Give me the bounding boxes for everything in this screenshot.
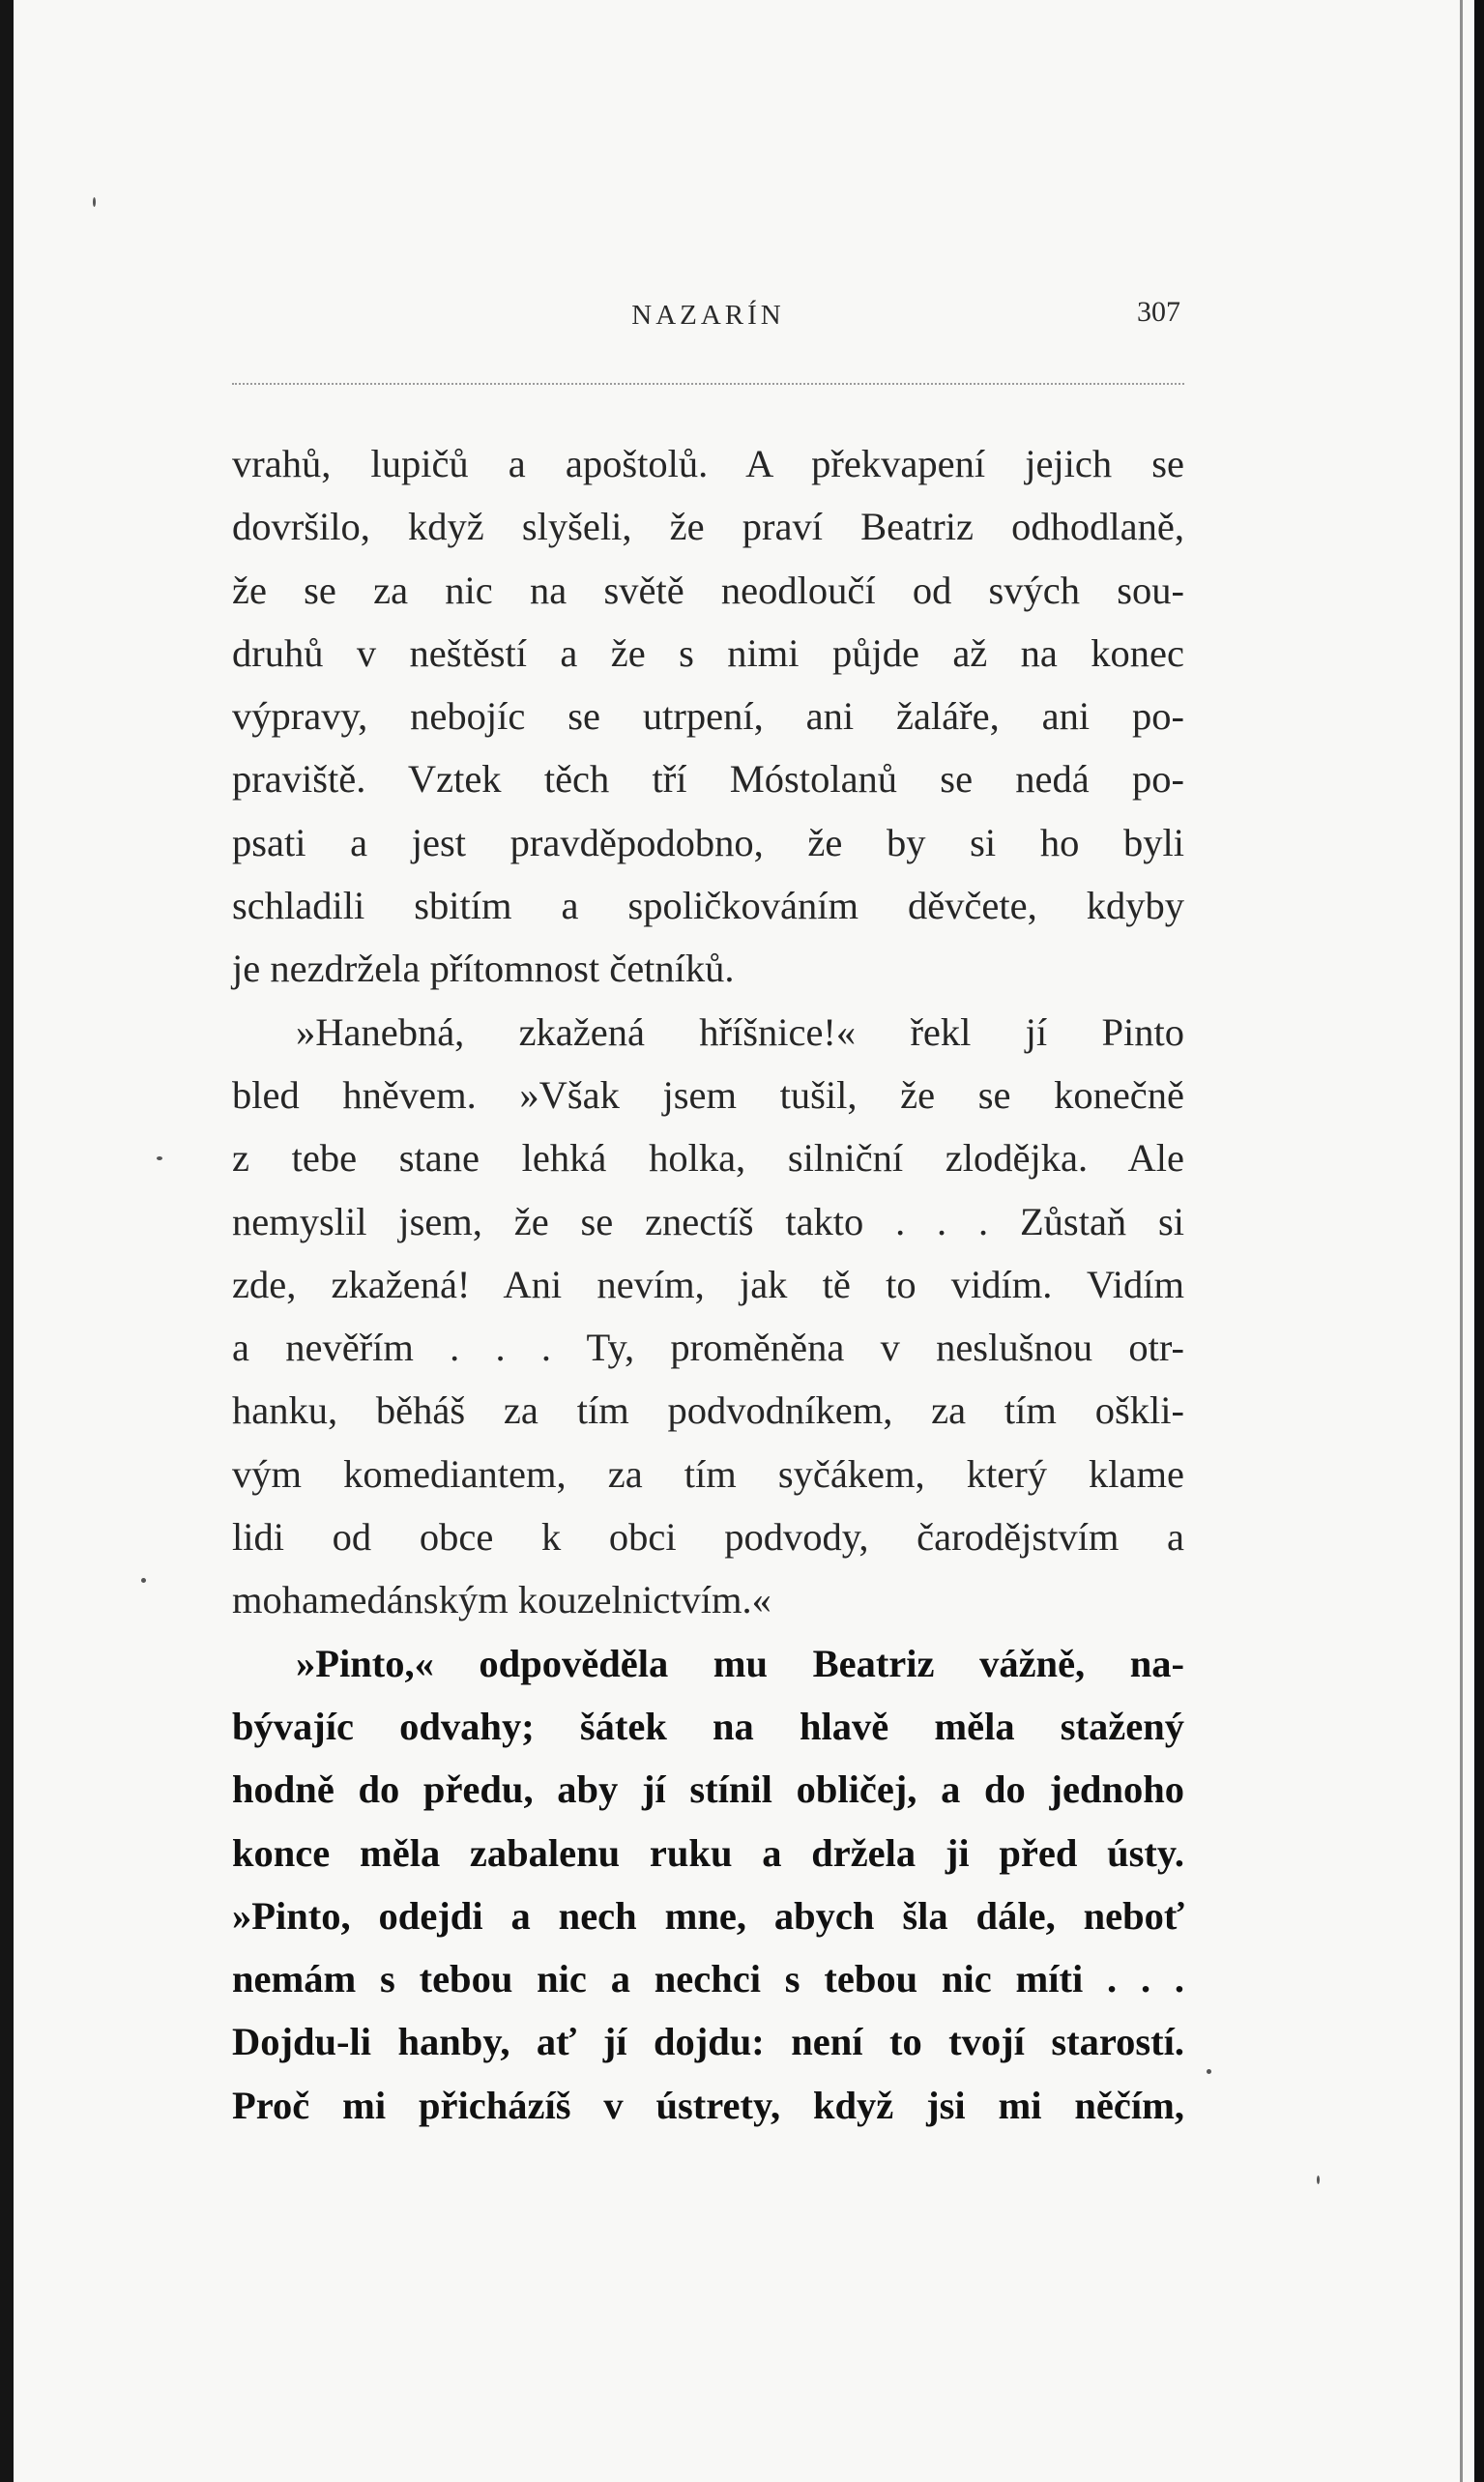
text-line: »Hanebná, zkažená hříšnice!« řekl jí Pinto <box>296 1009 1184 1054</box>
text-line: výpravy, nebojíc se utrpení, ani žaláře, ani po- <box>232 694 1184 739</box>
body-text <box>232 432 1184 2137</box>
scan-speck <box>1317 2175 1320 2184</box>
text-line: z tebe stane lehká holka, silniční zlodějka. Ale <box>232 1136 1184 1181</box>
text-line: mohamedánským kouzelnictvím.« <box>232 1578 771 1622</box>
text-line: vrahů, lupičů a apoštolů. A překvapení jejich se <box>232 442 1184 485</box>
scan-speck <box>141 1578 146 1583</box>
text-line: psati a jest pravděpodobno, že by si ho byli <box>232 820 1184 864</box>
header-dotted-rule <box>232 383 1184 385</box>
scan-speck <box>93 197 96 207</box>
text-line: bývajíc odvahy; šátek na hlavě měla stažený <box>232 1704 1184 1748</box>
text-line: hanku, běháš za tím podvodníkem, za tím oškli- <box>232 1388 1184 1433</box>
text-line: nemyslil jsem, že se znectíš takto . . . Zůstaň si <box>232 1199 1184 1243</box>
text-line: druhů v neštěstí a že s nimi půjde až na konec <box>232 630 1184 675</box>
text-line: že se za nic na světě neodloučí od svých sou- <box>232 568 1184 612</box>
text-line: schladili sbitím a spoličkováním děvčete, kdyby <box>232 884 1184 928</box>
text-line: dovršilo, když slyšeli, že praví Beatriz odhodlaně, <box>232 505 1184 549</box>
text-line: Dojdu-li hanby, ať jí dojdu: není to tvojí starostí. <box>232 2020 1184 2064</box>
text-line: Proč mi přicházíš v ústrety, když jsi mi něčím, <box>232 2083 1184 2127</box>
text-line: hodně do předu, aby jí stínil obličej, a do jednoho <box>232 1767 1184 1812</box>
page-right-fold-shadow <box>1460 0 1463 2482</box>
page-header <box>232 290 1184 338</box>
text-line: a nevěřím . . . Ty, proměněna v neslušnou otr- <box>232 1326 1184 1370</box>
page-right-dark-edge <box>1474 0 1484 2482</box>
scan-speck <box>157 1156 162 1160</box>
text-line: »Pinto,« odpověděla mu Beatriz vážně, na- <box>296 1641 1184 1685</box>
text-line: zde, zkažená! Ani nevím, jak tě to vidím. Vidím <box>232 1262 1184 1306</box>
text-line: lidi od obce k obci podvody, čarodějstvím a <box>232 1515 1184 1560</box>
running-title: NAZARÍN <box>631 300 785 331</box>
page-number: 307 <box>1137 296 1180 328</box>
text-line: vým komediantem, za tím syčákem, který klame <box>232 1451 1184 1496</box>
text-line: je nezdržela přítomnost četníků. <box>232 947 735 991</box>
page-left-dark-edge <box>0 0 14 2482</box>
scan-speck <box>1207 2069 1211 2074</box>
text-line: bled hněvem. »Však jsem tušil, že se konečně <box>232 1072 1184 1117</box>
text-line: konce měla zabalenu ruku a držela ji před ústy. <box>232 1830 1184 1875</box>
text-line: praviště. Vztek těch tří Móstolanů se nedá po- <box>232 757 1184 802</box>
text-line: »Pinto, odejdi a nech mne, abych šla dále, neboť <box>232 1893 1184 1938</box>
text-line: nemám s tebou nic a nechci s tebou nic míti . . . <box>232 1957 1184 2001</box>
